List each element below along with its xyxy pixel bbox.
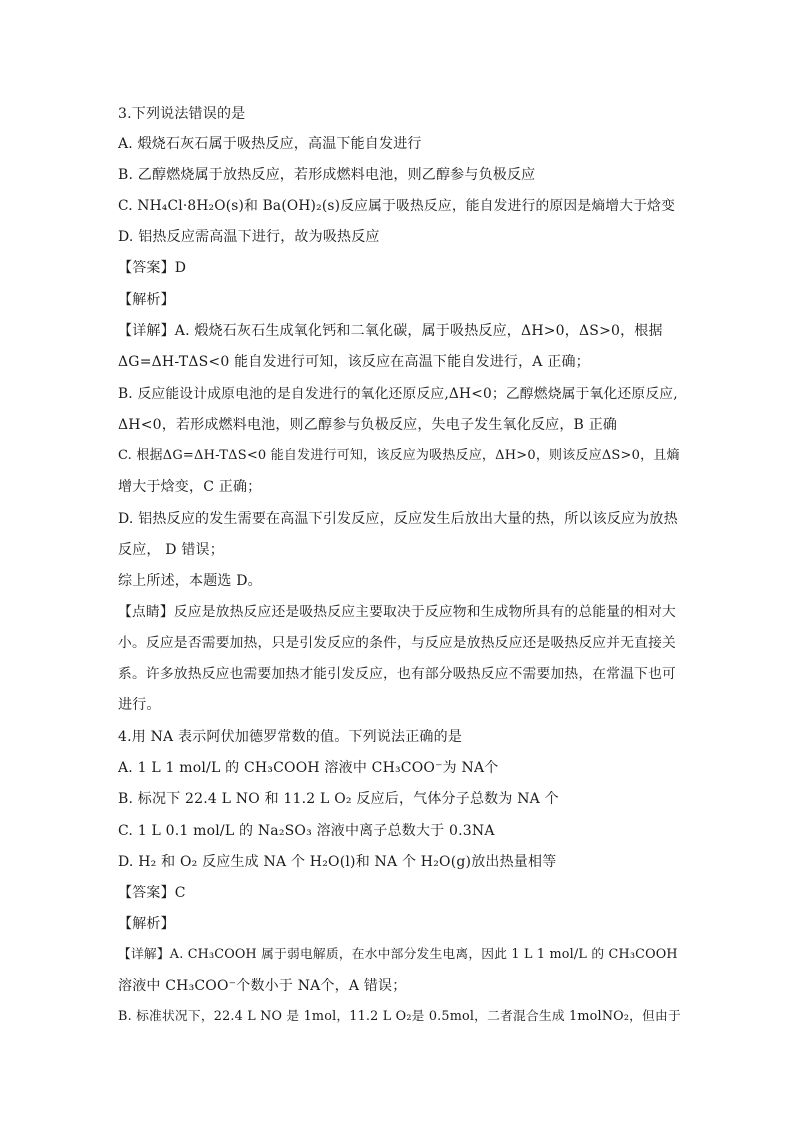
question-3-detail-line: 反应， D 错误； (118, 542, 224, 558)
question-3-detail-line: 【详解】A. 煅烧石灰石生成氧化钙和二氧化碳，属于吸热反应，ΔH>0，ΔS>0，根据 (118, 323, 663, 339)
question-3-analysis-heading: 【解析】 (118, 292, 175, 308)
question-3-detail-line: ΔG=ΔH-TΔS<0 能自发进行可知，该反应在高温下能自发进行，A 正确； (118, 354, 590, 370)
question-3-note-line: 进行。 (118, 697, 161, 713)
question-3-detail-line: C. 根据ΔG=ΔH-TΔS<0 能自发进行可知，该反应为吸热反应，ΔH>0，则该反应ΔS>0，且熵 (118, 448, 680, 463)
question-4-option-a: A. 1 L 1 mol/L 的 CH₃COOH 溶液中 CH₃COO⁻为 NA个 (118, 760, 499, 776)
question-4-option-c: C. 1 L 0.1 mol/L 的 Na₂SO₃ 溶液中离子总数大于 0.3NA (118, 823, 495, 839)
question-3-summary: 综上所述，本题选 D。 (118, 573, 262, 589)
question-3-stem: 3.下列说法错误的是 (118, 106, 246, 122)
question-4-stem: 4.用 NA 表示阿伏加德罗常数的值。下列说法正确的是 (118, 729, 463, 745)
question-3-detail-line: D. 铝热反应的发生需要在高温下引发反应，反应发生后放出大量的热，所以该反应为放热 (118, 511, 678, 527)
question-4-detail-line: B. 标准状况下，22.4 L NO 是 1mol，11.2 L O₂是 0.5mol，二者混合生成 1molNO₂，但由于 (118, 1009, 681, 1024)
question-3-note-line: 系。许多放热反应也需要加热才能引发反应，也有部分吸热反应不需要加热，在常温下也可 (118, 666, 677, 682)
question-4-detail-line: 溶液中 CH₃COO⁻个数小于 NA个，A 错误； (118, 978, 407, 994)
question-3-note-line: 【点睛】反应是放热反应还是吸热反应主要取决于反应物和生成物所具有的总能量的相对大 (118, 604, 677, 620)
question-3-answer: 【答案】D (118, 260, 187, 276)
question-3-option-a: A. 煅烧石灰石属于吸热反应，高温下能自发进行 (118, 136, 422, 152)
question-4-detail-line: 【详解】A. CH₃COOH 属于弱电解质，在水中部分发生电离，因此 1 L 1 mol/L 的 CH₃COOH (118, 947, 678, 962)
question-3-detail-line: 增大于焓变，C 正确； (118, 479, 262, 495)
question-4-answer: 【答案】C (118, 885, 186, 901)
question-3-option-d: D. 铝热反应需高温下进行，故为吸热反应 (118, 229, 380, 245)
question-3-detail-line: B. 反应能设计成原电池的是自发进行的氧化还原反应,ΔH<0；乙醇燃烧属于氧化还原反应, (118, 386, 678, 402)
question-3-note-line: 小。反应是否需要加热，只是引发反应的条件，与反应是放热反应还是吸热反应并无直接关 (118, 635, 677, 651)
question-3-option-b: B. 乙醇燃烧属于放热反应，若形成燃料电池，则乙醇参与负极反应 (118, 167, 536, 183)
question-4-option-b: B. 标况下 22.4 L NO 和 11.2 L O₂ 反应后，气体分子总数为 NA 个 (118, 791, 559, 807)
question-4-analysis-heading: 【解析】 (118, 916, 175, 932)
question-3-detail-line: ΔH<0，若形成燃料电池，则乙醇参与负极反应，失电子发生氧化反应，B 正确 (118, 417, 618, 433)
question-4-option-d: D. H₂ 和 O₂ 反应生成 NA 个 H₂O(l)和 NA 个 H₂O(g)放出热量相等 (118, 854, 557, 870)
question-3-option-c: C. NH₄Cl·8H₂O(s)和 Ba(OH)₂(s)反应属于吸热反应，能自发进行的原因是熵增大于焓变 (118, 198, 676, 214)
